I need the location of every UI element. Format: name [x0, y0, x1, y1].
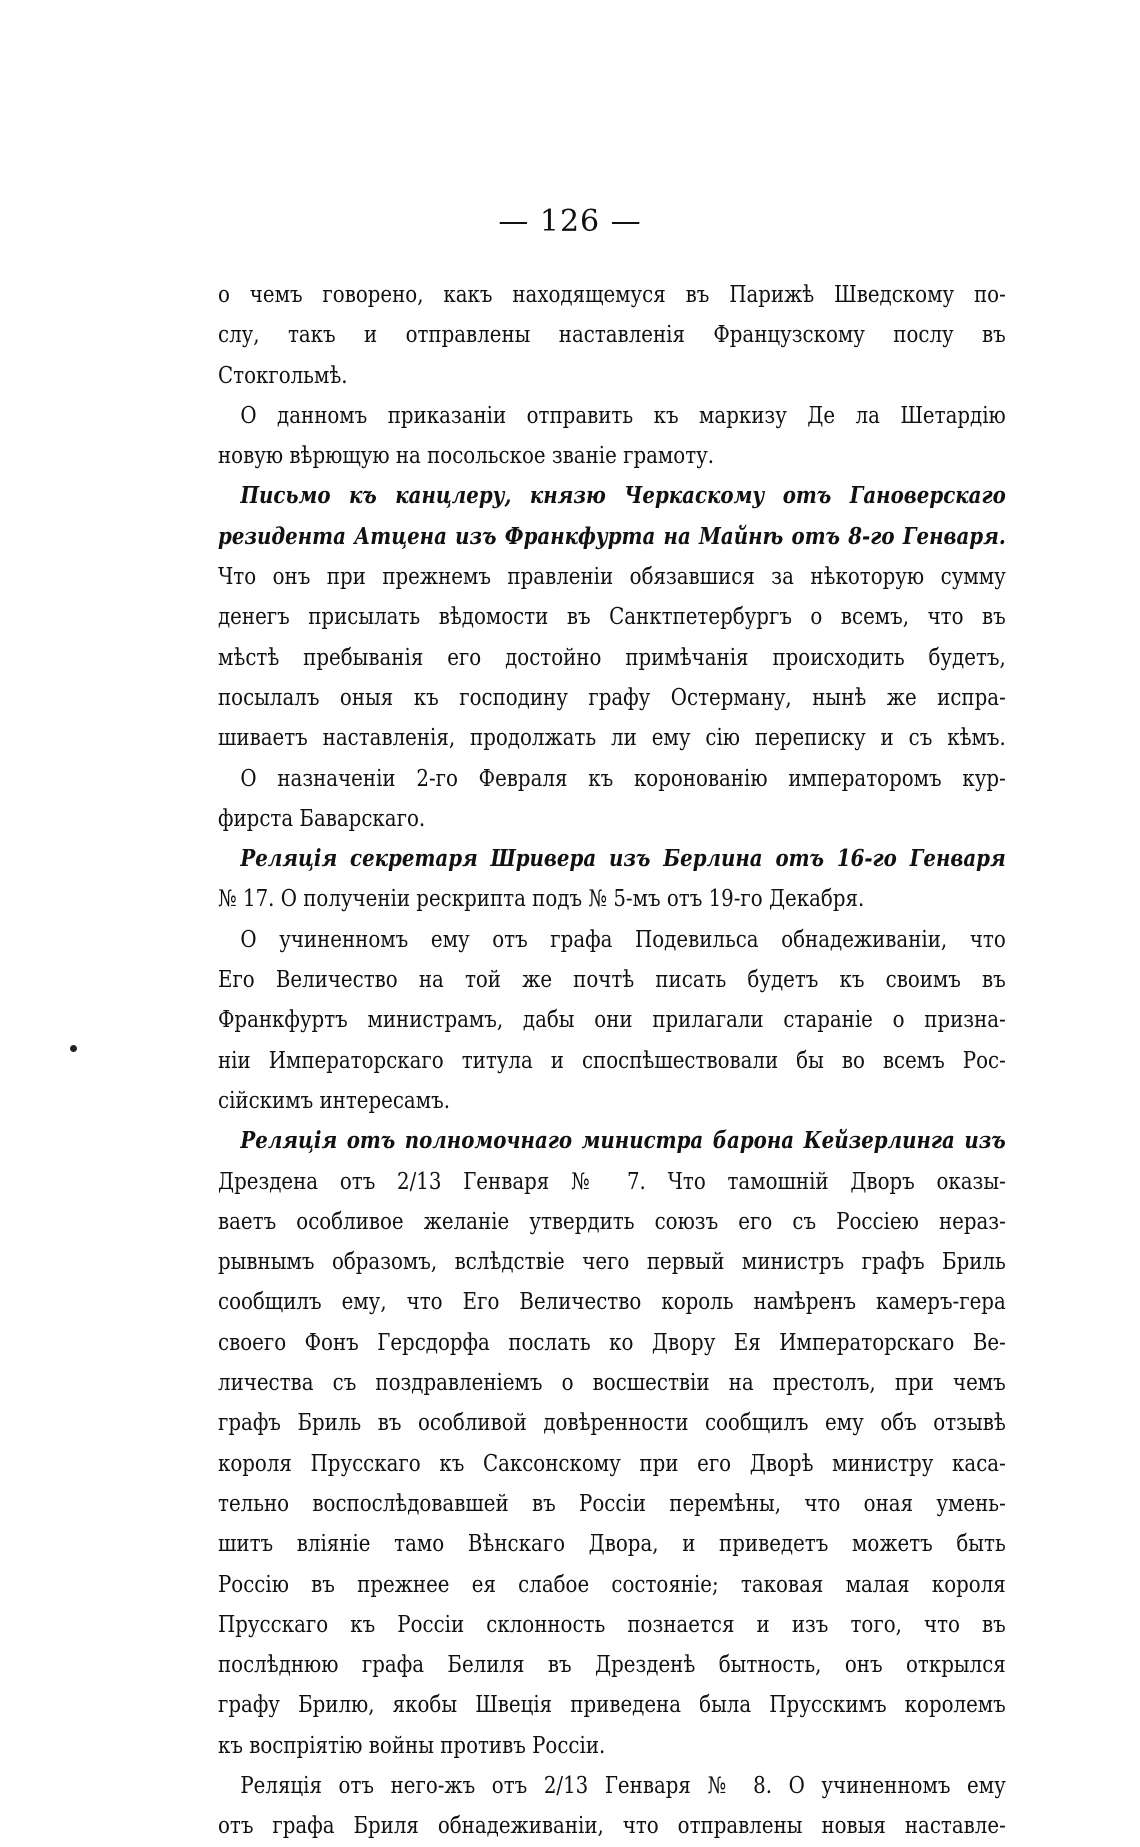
margin-mark — [70, 1045, 77, 1052]
text-line: посылалъ оныя къ господину графу Остерману, нынѣ же испра- — [218, 684, 1006, 711]
text-line: къ воспріятію войны противъ Россіи. — [218, 1732, 606, 1759]
text-line: денегъ присылать вѣдомости въ Санктпетербургъ о всемъ, что въ — [218, 604, 1006, 631]
text-line-heading: Письмо къ канцлеру, князю Черкаскому отъ Гановерскаго — [240, 482, 1006, 510]
text-line: сообщилъ ему, что Его Величество король намѣренъ камеръ-гера — [218, 1289, 1006, 1316]
text-line: послѣднюю графа Белиля въ Дрезденѣ бытность, онъ открылся — [218, 1652, 1006, 1679]
text-line: Россію въ прежнее ея слабое состояніе; таковая малая короля — [218, 1571, 1006, 1598]
text-line-heading: резидента Атцена изъ Франкфурта на Майнѣ отъ 8-го Генваря. — [218, 522, 1006, 550]
text-line: Франкфуртъ министрамъ, дабы они прилагали стараніе о призна- — [218, 1007, 1006, 1034]
text-line: слу, такъ и отправлены наставленія Французскому послу въ — [218, 322, 1006, 349]
text-line: личества съ поздравленіемъ о восшествіи на престолъ, при чемъ — [218, 1370, 1006, 1397]
text-line: новую вѣрющую на посольское званіе грамоту. — [218, 443, 715, 470]
text-line: о чемъ говорено, какъ находящемуся въ Парижѣ Шведскому по- — [218, 282, 1006, 308]
text-line: ніи Императорскаго титула и споспѣшествовали бы во всемъ Рос- — [218, 1047, 1006, 1074]
text-line: своего Фонъ Герсдорфа послать ко Двору Ея Императорскаго Ве- — [218, 1329, 1006, 1356]
text-line: О учиненномъ ему отъ графа Подевильса обнадеживаніи, что — [240, 926, 1006, 953]
text-line: Стокгольмѣ. — [218, 362, 348, 389]
text-line: короля Прусскаго къ Саксонскому при его Дворѣ министру каса- — [218, 1450, 1006, 1477]
text-line: О данномъ приказаніи отправить къ маркизу Де ла Шетардію — [240, 402, 1006, 429]
text-line: сійскимъ интересамъ. — [218, 1087, 450, 1114]
text-line: Реляція отъ него-жъ отъ 2/13 Генваря № 8. О учиненномъ ему — [240, 1772, 1006, 1799]
text-line: ваетъ особливое желаніе утвердить союзъ его съ Россіею нераз- — [218, 1208, 1006, 1235]
text-line: шиваетъ наставленія, продолжать ли ему сію переписку и съ кѣмъ. — [218, 725, 1006, 752]
page-number: — 126 — — [498, 204, 642, 239]
text-line-heading: Реляція секретаря Шривера изъ Берлина отъ 16-го Генваря — [240, 845, 1006, 873]
text-line: тельно воспослѣдовавшей въ Россіи перемѣны, что оная умень- — [218, 1490, 1006, 1517]
text-line: Что онъ при прежнемъ правленіи обязавшися за нѣкоторую сумму — [218, 564, 1006, 591]
text-line: Прусскаго къ Россіи склонность познается и изъ того, что въ — [218, 1611, 1006, 1638]
text-line: шитъ вліяніе тамо Вѣнскаго Двора, и приведетъ можетъ быть — [218, 1531, 1006, 1558]
text-line: отъ графа Бриля обнадеживаніи, что отправлены новыя наставле- — [218, 1813, 1006, 1840]
document-body — [218, 275, 1006, 1847]
text-line: Его Величество на той же почтѣ писать будетъ къ своимъ въ — [218, 967, 1006, 994]
text-line: мѣстѣ пребыванія его достойно примѣчанія происходить будетъ, — [218, 644, 1006, 671]
text-line: рывнымъ образомъ, вслѣдствіе чего первый министръ графъ Бриль — [218, 1249, 1006, 1276]
text-line: Дрездена отъ 2/13 Генваря № 7. Что тамошній Дворъ оказы- — [218, 1168, 1006, 1195]
text-line: № 17. О полученіи рескрипта подъ № 5-мъ отъ 19-го Декабря. — [218, 886, 865, 913]
text-line: О назначеніи 2-го Февраля къ коронованію императоромъ кур- — [240, 765, 1006, 792]
text-line: фирста Баварскаго. — [218, 805, 426, 832]
text-line: графъ Бриль въ особливой довѣренности сообщилъ ему объ отзывѣ — [218, 1410, 1006, 1437]
text-line: графу Брилю, якобы Швеція приведена была Прусскимъ королемъ — [218, 1692, 1006, 1719]
text-line-heading: Реляція отъ полномочнаго министра барона Кейзерлинга изъ — [240, 1127, 1006, 1155]
